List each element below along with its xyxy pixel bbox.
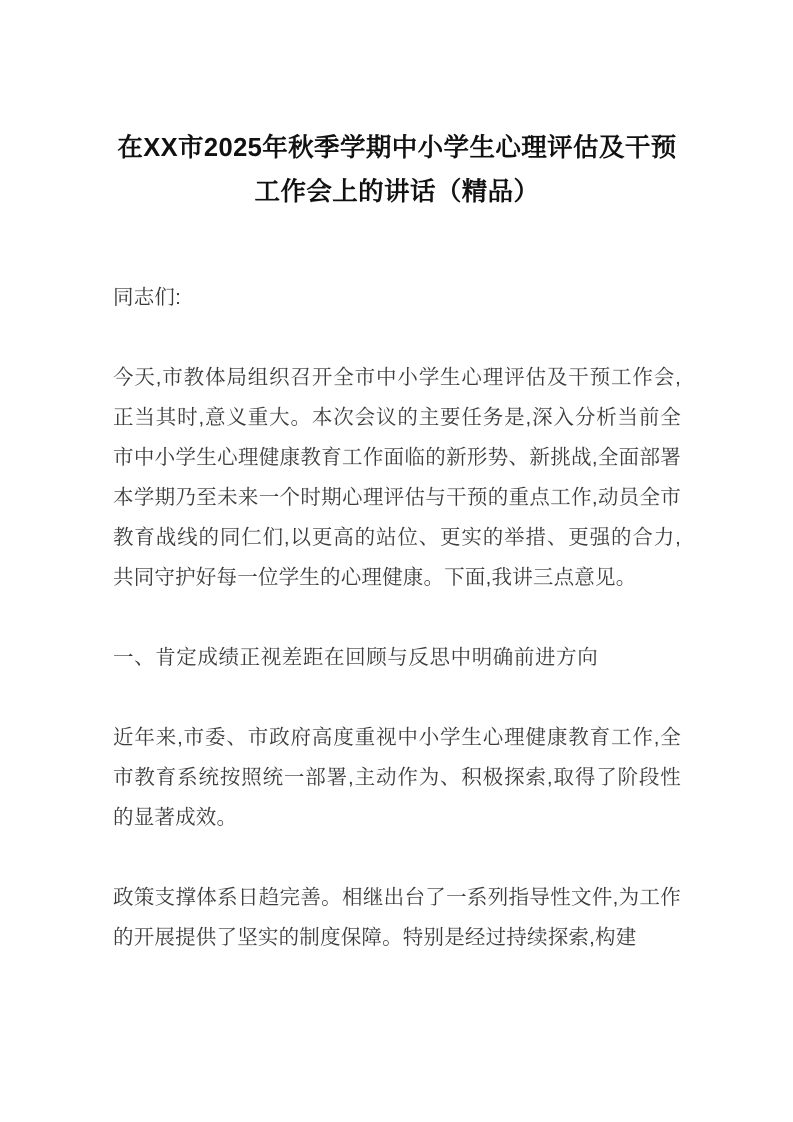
paragraph-spacer-4: [113, 838, 681, 878]
paragraph-spacer-2: [113, 598, 681, 638]
page-title-line-1: 在XX市2025年秋季学期中小学生心理评估及干预工: [117, 134, 677, 206]
page-title-line-2: 作会上的讲话（精品）: [280, 178, 540, 206]
title-salutation-spacer: [113, 214, 681, 278]
paragraph-policy: 政策支撑体系日趋完善。相继出台了一系列指导性文件,为工作的开展提供了坚实的制度保障。特别是经过持续探索,构建: [113, 886, 681, 949]
paragraph-achievements: 近年来,市委、市政府高度重视中小学生心理健康教育工作,全市教育系统按照统一部署,主动作为、积极探索,取得了阶段性的显著成效。: [113, 726, 681, 829]
salutation: 同志们:: [113, 286, 181, 309]
paragraph-intro: 今天,市教体局组织召开全市中小学生心理评估及干预工作会,正当其时,意义重大。本次会议的主要任务是,深入分析当前全市中小学生心理健康教育工作面临的新形势、新挑战,全面部署本学期乃至未来一个时期心理评估与干预的重点工作,动员全市教育战线的同仁们,以更高的站位、更实的举措、更强的合力,共同守护好每一位学生的心理健康。下面,我讲三点意见。: [113, 366, 681, 589]
document-content: [113, 0, 681, 958]
section-heading-1: 一、肯定成绩正视差距在回顾与反思中明确前进方向: [113, 646, 599, 669]
page-title: [113, 0, 681, 214]
paragraph-spacer-1: [113, 318, 681, 358]
paragraph-spacer-3: [113, 678, 681, 718]
